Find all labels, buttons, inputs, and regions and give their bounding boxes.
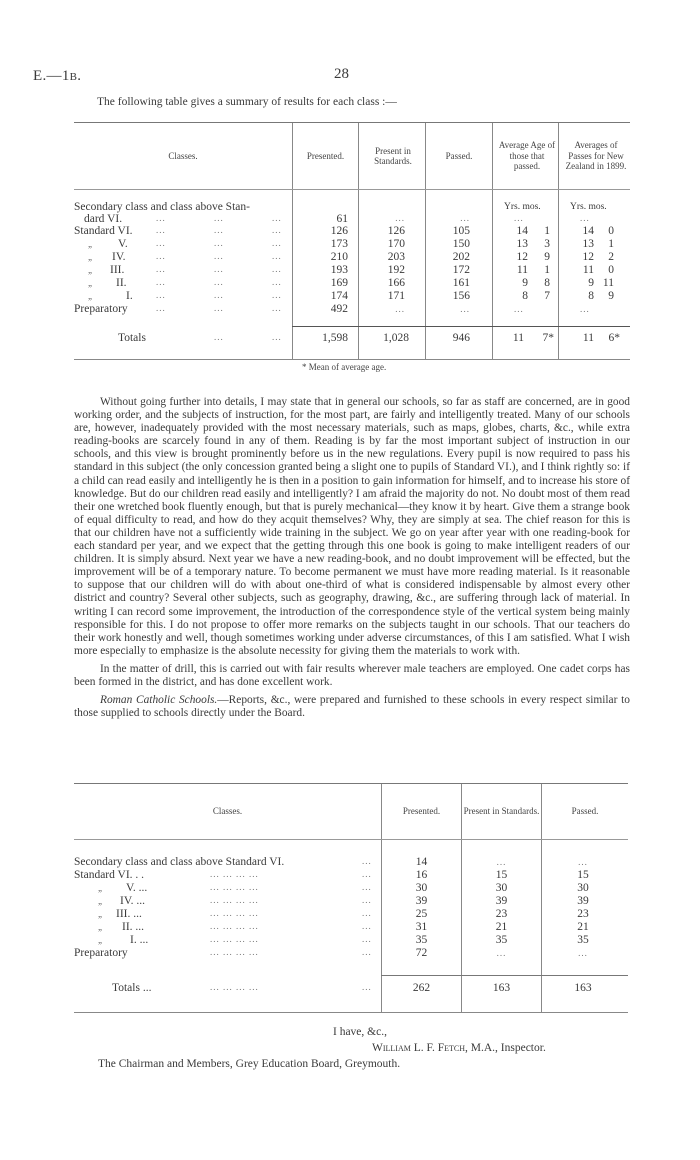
leader-dots: ... — [362, 934, 372, 944]
leader-dots: ... — [272, 290, 282, 300]
class-label: III. — [110, 264, 125, 276]
class-label: Preparatory — [74, 303, 128, 315]
table-row — [74, 934, 628, 947]
age-years: 12 — [516, 251, 528, 263]
reference-dot: . — [77, 68, 82, 84]
totals-rule — [292, 326, 630, 327]
header-rule — [74, 189, 630, 190]
header-present-in-standards: Present in Standards. — [374, 145, 412, 166]
nz-months: 11 — [602, 277, 614, 289]
age-years: 14 — [516, 225, 528, 237]
total-passed: 163 — [574, 982, 592, 994]
leader-dots: ... — [214, 238, 224, 248]
present-in-standards-value: 39 — [495, 895, 508, 907]
table-row — [74, 947, 628, 960]
leader-dots: ... — [272, 264, 282, 274]
age-months: 8 — [544, 277, 550, 289]
header-classes: Classes. — [168, 150, 198, 161]
nz-years: 8 — [588, 290, 594, 302]
nz-years: 13 — [582, 238, 594, 250]
addressee: The Chairman and Members, Grey Education Board, Greymouth. — [98, 1058, 401, 1070]
present-in-standards-value: ... — [395, 304, 405, 314]
presented-value: 173 — [330, 238, 348, 250]
reference-suffix: B — [69, 71, 78, 83]
total-present-in-standards: 163 — [492, 982, 511, 994]
leader-dots: ... — [214, 225, 224, 235]
totals-label: Totals ... — [112, 982, 152, 994]
header-present-in-standards: Present in Standards. — [463, 806, 540, 817]
leader-dots: ... — [214, 264, 224, 274]
table-row — [74, 869, 628, 882]
class-label: III. ... — [116, 908, 142, 920]
leader-dots: ... — [214, 290, 224, 300]
class-label: II. — [116, 277, 127, 289]
leader-dots: ... — [214, 277, 224, 287]
total-age-months: 7* — [542, 332, 554, 344]
total-presented: 1,598 — [322, 332, 348, 344]
age-years: 9 — [522, 277, 528, 289]
presented-value: 25 — [415, 908, 428, 920]
page-number: 28 — [334, 66, 349, 82]
class-label: II. ... — [122, 921, 145, 933]
age-months: 7 — [544, 290, 550, 302]
leader-dots: ... — [362, 921, 372, 931]
leader-dots: ... — [362, 908, 372, 918]
rc-text: —Reports, &c., were prepared and furnished to these schools in every respect similar to those supplied to schools directly under the Board. — [74, 694, 630, 720]
ditto-mark: „ — [88, 252, 94, 262]
age-months: 1 — [544, 225, 550, 237]
leader-dots: ... — [156, 213, 166, 223]
total-presented: 262 — [412, 982, 431, 994]
presented-value: 72 — [415, 947, 428, 959]
class-label: IV. — [112, 251, 126, 263]
leader-dots: ... — [156, 264, 166, 274]
presented-value: 39 — [415, 895, 428, 907]
nz-months: 0 — [608, 264, 614, 276]
passed-value: ... — [578, 948, 588, 958]
passed-value: 30 — [577, 882, 589, 894]
class-label: Secondary class and class above Stan- — [74, 201, 250, 213]
nz-months: 1 — [608, 238, 614, 250]
presented-value: 492 — [330, 303, 348, 315]
summary-table — [74, 122, 630, 360]
leader-dots: ... — [272, 251, 282, 261]
age-value: ... — [514, 213, 524, 223]
class-label: I. ... — [130, 934, 149, 946]
age-years: 8 — [522, 290, 528, 302]
header-classes: Classes. — [212, 806, 243, 817]
passed-value: 35 — [577, 934, 589, 946]
table-footnote: * Mean of average age. — [302, 362, 387, 372]
present-in-standards-value: 170 — [387, 238, 405, 250]
age-years: 13 — [516, 238, 528, 250]
age-months: 9 — [544, 251, 550, 263]
nz-years: 11 — [582, 264, 594, 276]
nz-value: ... — [580, 213, 590, 223]
passed-value: 15 — [577, 869, 589, 881]
passed-value: 156 — [452, 290, 470, 302]
total-nz-years: 11 — [582, 332, 594, 344]
present-in-standards-value: 15 — [495, 869, 508, 881]
ditto-mark: „ — [98, 896, 104, 906]
leader-dots: ... ... ... ... — [210, 895, 259, 905]
leader-dots: ... — [214, 303, 224, 313]
present-in-standards-value: 35 — [495, 934, 508, 946]
present-in-standards-value: ... — [496, 948, 507, 958]
leader-dots: ... — [156, 225, 166, 235]
class-label: Preparatory — [74, 947, 128, 959]
presented-value: 174 — [330, 290, 348, 302]
nz-years: 9 — [588, 277, 594, 289]
table-row — [74, 882, 628, 895]
header-rule — [74, 839, 628, 840]
class-label: I. — [126, 290, 133, 302]
passed-value: 202 — [452, 251, 470, 263]
present-in-standards-value: 23 — [495, 908, 508, 920]
leader-dots: ... — [362, 982, 372, 992]
document-reference — [33, 68, 81, 85]
table-row — [74, 921, 628, 934]
presented-value: 193 — [330, 264, 348, 276]
totals-row — [74, 332, 630, 346]
leader-dots: ... — [272, 332, 282, 342]
present-in-standards-value: 192 — [387, 264, 405, 276]
nz-value: ... — [580, 304, 590, 314]
header-passed: Passed. — [445, 150, 473, 161]
leader-dots: ... — [272, 213, 282, 223]
passed-value: 21 — [577, 921, 589, 933]
header-nz-average: Averages of Passes for New Zealand in 1899. — [565, 140, 627, 172]
class-label: Standard VI. — [74, 225, 133, 237]
leader-dots: ... — [156, 277, 166, 287]
signatory-credentials: , M.A., Inspector. — [465, 1042, 546, 1054]
passed-value: 23 — [577, 908, 589, 920]
paragraph-schools: Without going further into details, I may state that in general our schools, so far as staff are concerned, are in good working order, and the subjects of instruction, for the most part, are fairly and intelligently treated. Many of our schools are, however, inadequately provided with the most necessary materials, such as maps, globes, charts, &c., while extra reading-books are scarcely found in any of them. Reading is by far the most important subject of instruction in our schools, and this view is brought prominently before us in the new regulations. Every pupil is now required to pass his standard in this subject (the only concession granted being a slight one to pupils of Standard VI.), and I think rightly so: if a child can read easily and intelligently he is then in a position to gain information for himself, and to increase his store of knowledge. But do our children read easily and intelligently? I am afraid the majority do not. No doubt most of them read their one wretched book fluently enough, but that is purely mechanical—they know it by heart. Give them a strange book of equal difficulty to read, and how do they acquit themselves? Why, they are simply at sea. The chief reason for this is that our children have not a sufficiently wide training in the subject. We go on year after year with one reading-book for each standard per year, and we expect that the getting through this one book is going to make intelligent readers of our children. It is simply absurd. Next year we have a new reading-book, and no doubt improvement will be effected, but the improvement will be of a temporary nature. To become permanent we must have more reading material. Is it reasonable to suppose that our children will do with about one-third of what is considered indispensable by almost every other district and country? Several other subjects, such as geography, drawing, &c., are suffering through lack of material. In writing I can record some improvement, the introduction of the correspondence style of the vertical system being mainly responsible for this. I do not propose to offer more remarks on the subjects taught in our schools. That our teachers do their work honestly and well, though sometimes working under adverse circumstances, of this I am satisfied. What I wish more especially to emphasize is the absolute necessity for giving them the materials to work with. — [74, 396, 630, 657]
ditto-mark: „ — [98, 922, 104, 932]
leader-dots: ... — [156, 238, 166, 248]
class-label: Standard VI. . . — [74, 869, 145, 881]
header-passed: Passed. — [571, 806, 599, 817]
presented-value: 16 — [415, 869, 428, 881]
passed-value: ... — [460, 304, 470, 314]
leader-dots: ... — [272, 303, 282, 313]
leader-dots: ... — [214, 213, 224, 223]
leader-dots: ... — [362, 869, 372, 879]
leader-dots: ... ... ... ... — [210, 921, 259, 931]
ditto-mark: „ — [88, 239, 94, 249]
total-nz-months: 6* — [608, 332, 620, 344]
passed-value: 105 — [452, 225, 470, 237]
paragraph-drill: In the matter of drill, this is carried out with fair results wherever male teachers are employed. One cadet corps has been formed in the district, and has done excellent work. — [74, 662, 630, 688]
rc-heading: Roman Catholic Schools. — [100, 694, 218, 707]
present-in-standards-value: ... — [395, 213, 405, 223]
table-row — [74, 895, 628, 908]
presented-value: 35 — [415, 934, 428, 946]
nz-months: 0 — [608, 225, 614, 237]
ditto-mark: „ — [88, 265, 94, 275]
present-in-standards-value: ... — [496, 857, 507, 867]
table-row — [74, 856, 628, 869]
presented-value: 31 — [415, 921, 428, 933]
leader-dots: ... ... ... ... — [210, 947, 259, 957]
leader-dots: ... — [362, 856, 372, 866]
total-age-years: 11 — [512, 332, 524, 344]
nz-months: 9 — [608, 290, 614, 302]
body-text — [74, 396, 630, 720]
table1-intro: The following table gives a summary of results for each class :— — [97, 96, 397, 108]
present-in-standards-value: 171 — [387, 290, 405, 302]
present-in-standards-value: 21 — [495, 921, 508, 933]
leader-dots: ... — [272, 238, 282, 248]
signatory — [372, 1042, 546, 1054]
ditto-mark: „ — [98, 935, 104, 945]
leader-dots: ... — [214, 332, 224, 342]
ditto-mark: „ — [88, 291, 94, 301]
presented-value: 14 — [415, 856, 428, 868]
passed-value: 161 — [452, 277, 470, 289]
leader-dots: ... — [156, 251, 166, 261]
class-label: V. — [118, 238, 128, 250]
presented-value: 30 — [415, 882, 428, 894]
totals-rule — [381, 975, 628, 976]
age-units: Yrs. mos. — [504, 202, 541, 212]
ditto-mark: „ — [98, 883, 104, 893]
leader-dots: ... — [362, 895, 372, 905]
header-presented: Presented. — [402, 806, 441, 817]
class-label-cont: dard VI. — [84, 213, 123, 225]
totals-row — [74, 982, 628, 996]
totals-label: Totals — [118, 332, 146, 344]
leader-dots: ... ... ... ... — [210, 982, 259, 992]
leader-dots: ... ... ... ... — [210, 934, 259, 944]
passed-value: 39 — [577, 895, 589, 907]
presented-value: 210 — [330, 251, 348, 263]
header-average-age: Average Age of those that passed. — [498, 140, 556, 172]
class-label: IV. ... — [120, 895, 146, 907]
present-in-standards-value: 203 — [387, 251, 405, 263]
age-months: 1 — [544, 264, 550, 276]
header-presented: Presented. — [306, 150, 345, 161]
nz-months: 2 — [608, 251, 614, 263]
presented-value: 61 — [336, 213, 348, 225]
total-present-in-standards: 1,028 — [383, 332, 409, 344]
presented-value: 126 — [330, 225, 348, 237]
age-months: 3 — [544, 238, 550, 250]
present-in-standards-value: 166 — [387, 277, 405, 289]
class-label: Secondary class and class above Standard VI. — [74, 856, 285, 868]
leader-dots: ... — [362, 882, 372, 892]
presented-value: 169 — [330, 277, 348, 289]
leader-dots: ... — [156, 303, 166, 313]
leader-dots: ... — [272, 225, 282, 235]
nz-units: Yrs. mos. — [570, 202, 607, 212]
present-in-standards-value: 126 — [387, 225, 405, 237]
nz-years: 12 — [582, 251, 594, 263]
present-in-standards-value: 30 — [495, 882, 508, 894]
leader-dots: ... — [362, 947, 372, 957]
roman-catholic-table — [74, 783, 628, 1013]
leader-dots: ... — [214, 251, 224, 261]
signatory-name: William L. F. Fetch — [372, 1042, 466, 1054]
class-label: V. ... — [126, 882, 148, 894]
table-row — [74, 303, 630, 316]
ditto-mark: „ — [98, 909, 104, 919]
nz-years: 14 — [582, 225, 594, 237]
age-years: 11 — [516, 264, 528, 276]
reference-prefix: E.—1 — [33, 68, 70, 84]
leader-dots: ... ... ... ... — [210, 882, 259, 892]
age-value: ... — [514, 304, 524, 314]
passed-value: 172 — [452, 264, 470, 276]
table-row — [74, 908, 628, 921]
leader-dots: ... — [272, 277, 282, 287]
closing: I have, &c., — [333, 1026, 387, 1038]
leader-dots: ... ... ... ... — [210, 908, 259, 918]
paragraph-roman-catholic — [74, 694, 630, 720]
leader-dots: ... ... ... ... — [210, 869, 259, 879]
passed-value: ... — [578, 857, 588, 867]
total-passed: 946 — [452, 332, 470, 344]
passed-value: ... — [460, 213, 470, 223]
leader-dots: ... — [156, 290, 166, 300]
passed-value: 150 — [452, 238, 470, 250]
ditto-mark: „ — [88, 278, 94, 288]
